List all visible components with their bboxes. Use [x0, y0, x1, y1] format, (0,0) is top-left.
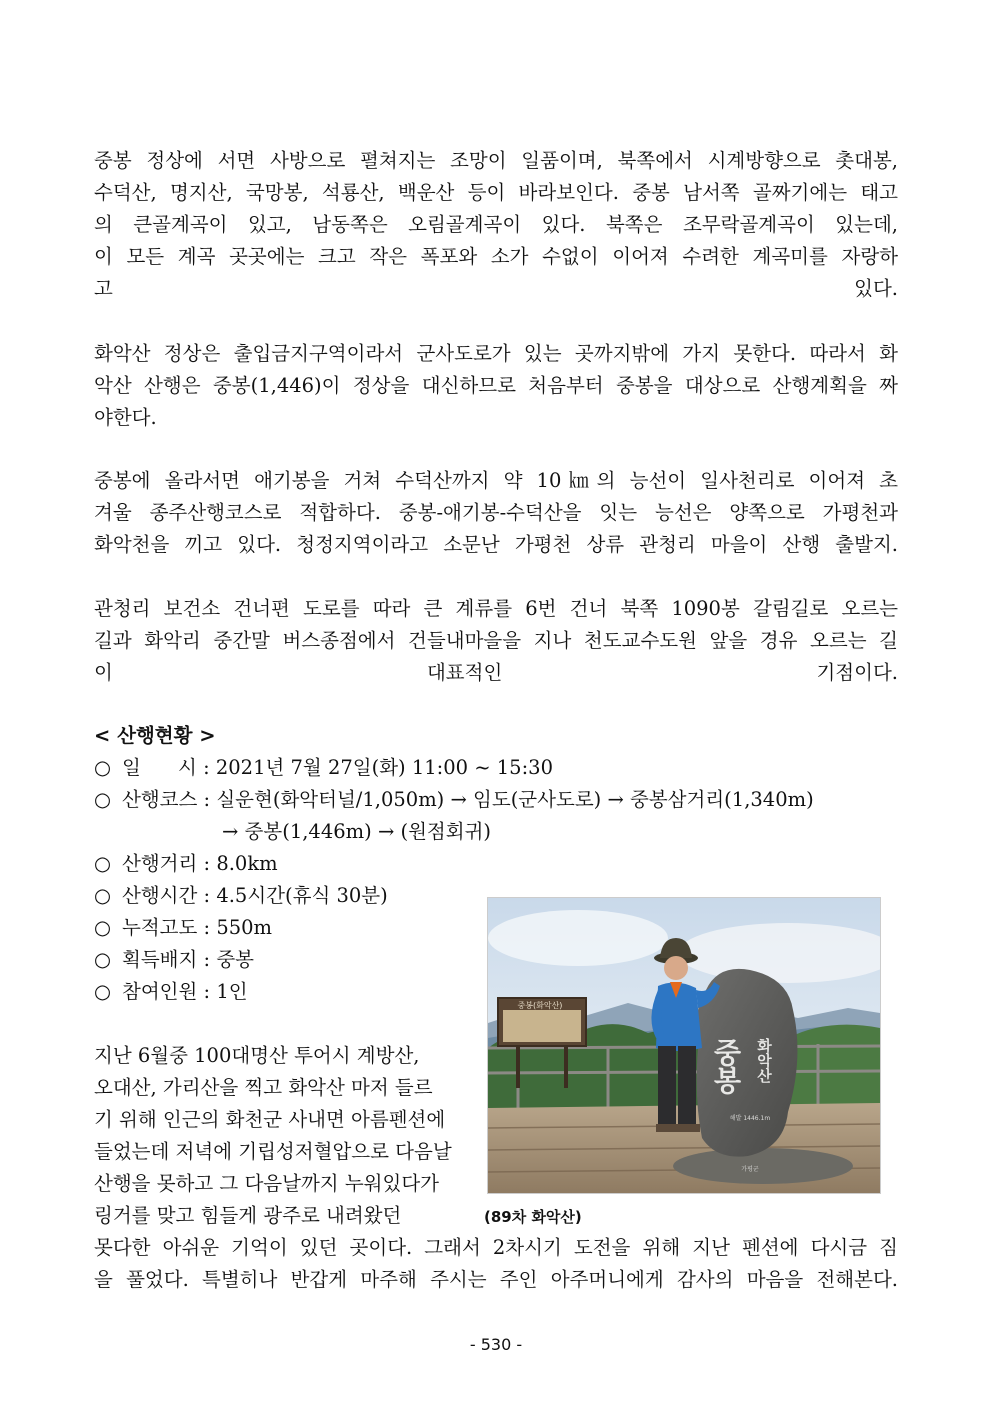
info-label: 일 시 — [122, 756, 197, 779]
info-item-elevation: ○ 누적고도 : 550m — [94, 912, 272, 944]
info-label: 획득배지 — [122, 948, 198, 971]
stone-side-text: 화악산 — [755, 1038, 773, 1083]
text-line: 악산 산행은 중봉(1,446)이 정상을 대신하므로 처음부터 중봉을 대상으로 산행계획을 짜 — [94, 374, 898, 397]
paragraph-3 — [94, 465, 898, 561]
info-value: 1인 — [216, 980, 248, 1003]
text-line: 이 대표적인 기점이다. — [94, 661, 898, 684]
text-line: 중봉 정상에 서면 사방으로 펼쳐지는 조망이 일품이며, 북쪽에서 시계방향으로 촛대봉, — [94, 149, 898, 172]
info-value: 8.0km — [216, 852, 278, 875]
text-line: 못다한 아쉬운 기억이 있던 곳이다. 그래서 2차시기 도전을 위해 지난 펜션에 다시금 짐 — [94, 1236, 898, 1259]
page-number: - 530 - — [469, 1335, 523, 1354]
text-line: 산행을 못하고 그 다음날까지 누워있다가 — [94, 1172, 440, 1195]
text-line: 링거를 맞고 힘들게 광주로 내려왔던 — [94, 1204, 402, 1227]
text-line: 화악산 정상은 출입금지구역이라서 군사도로가 있는 곳까지밖에 가지 못한다. 따라서 화 — [94, 342, 898, 365]
info-label: 산행거리 — [122, 852, 198, 875]
info-value: 550m — [216, 916, 273, 939]
text-line: 오대산, 가리산을 찍고 화악산 마저 들르 — [94, 1076, 433, 1099]
circle-bullet-icon: ○ — [94, 980, 112, 1003]
info-item-date: ○ 일 시 : 2021년 7월 27일(화) 11:00 ~ 15:30 — [94, 752, 553, 784]
info-item-time: ○ 산행시간 : 4.5시간(휴식 30분) — [94, 880, 388, 912]
info-label: 산행코스 — [122, 788, 198, 811]
text-line: 관청리 보건소 건너편 도로를 따라 큰 계류를 6번 건너 북쪽 1090봉 갈림길로 오르는 — [94, 597, 898, 620]
info-label: 누적고도 — [122, 916, 198, 939]
info-item-distance: ○ 산행거리 : 8.0km — [94, 848, 278, 880]
paragraph-2 — [94, 338, 898, 434]
photo-caption: (89차 화악산) — [484, 1208, 582, 1226]
summit-photo-illustration — [488, 898, 880, 1193]
section-heading: < 산행현황 > — [94, 724, 216, 747]
info-value: 4.5시간(휴식 30분) — [216, 884, 388, 907]
text-line: 기 위해 인근의 화천군 사내면 아름펜션에 — [94, 1108, 446, 1131]
summit-photo — [487, 897, 881, 1194]
text-line: 화악천을 끼고 있다. 청정지역이라고 소문난 가평천 상류 관청리 마을이 산행 출발지. — [94, 533, 898, 556]
text-line: 고 있다. — [94, 277, 898, 300]
info-item-badge: ○ 획득배지 : 중봉 — [94, 944, 254, 976]
info-label: 참여인원 — [122, 980, 198, 1003]
text-line: 의 큰골계곡이 있고, 남동쪽은 오림골계곡이 있다. 북쪽은 조무락골계곡이 있는데, — [94, 213, 898, 236]
info-value: 2021년 7월 27일(화) 11:00 ~ 15:30 — [215, 756, 553, 779]
info-label: 산행시간 — [122, 884, 198, 907]
info-item-participants: ○ 참여인원 : 1인 — [94, 976, 248, 1008]
info-value: 실운현(화악터널/1,050m) → 임도(군사도로) → 중봉삼거리(1,340m) — [216, 788, 814, 811]
text-line: 을 풀었다. 특별히나 반갑게 마주해 주시는 주인 아주머니에게 감사의 마음을 전해본다. — [94, 1268, 898, 1291]
circle-bullet-icon: ○ — [94, 756, 112, 779]
info-course-continuation: → 중봉(1,446m) → (원점회귀) — [222, 820, 492, 843]
text-line: 길과 화악리 중간말 버스종점에서 건들내마을을 지나 천도교수도원 앞을 경유 오르는 길 — [94, 629, 898, 652]
info-value: 중봉 — [216, 948, 255, 971]
text-line: 지난 6월중 100대명산 투어시 계방산, — [94, 1044, 420, 1067]
side-paragraph — [94, 1040, 472, 1232]
text-line: 들었는데 저녁에 기립성저혈압으로 다음날 — [94, 1140, 452, 1163]
text-line: 야한다. — [94, 406, 157, 429]
stone-bottom-text: 가평군 — [741, 1166, 759, 1173]
stone-main-text: 중봉 — [709, 1038, 743, 1094]
text-line: 이 모든 계곡 곳곳에는 크고 작은 폭포와 소가 수없이 이어져 수려한 계곡미를 자랑하 — [94, 245, 898, 268]
board-title: 중봉(화악산) — [517, 1001, 563, 1010]
paragraph-4 — [94, 593, 898, 689]
text-line: 중봉에 올라서면 애기봉을 거쳐 수덕산까지 약 10㎞의 능선이 일사천리로 이어져 초 — [94, 469, 898, 492]
closing-paragraph — [94, 1232, 898, 1296]
text-line: 수덕산, 명지산, 국망봉, 석룡산, 백운산 등이 바라보인다. 중봉 남서쪽 골짜기에는 태고 — [94, 181, 898, 204]
circle-bullet-icon: ○ — [94, 916, 112, 939]
info-item-course: ○ 산행코스 : 실운현(화악터널/1,050m) → 임도(군사도로) → 중봉삼거리(1,340m) — [94, 784, 814, 816]
paragraph-1 — [94, 145, 898, 305]
text-line: 겨울 종주산행코스로 적합하다. 중봉-애기봉-수덕산을 잇는 능선은 양쪽으로 가평천과 — [94, 501, 898, 524]
circle-bullet-icon: ○ — [94, 884, 112, 907]
circle-bullet-icon: ○ — [94, 852, 112, 875]
circle-bullet-icon: ○ — [94, 788, 112, 811]
stone-elevation-text: 해발 1446.1m — [729, 1115, 771, 1122]
circle-bullet-icon: ○ — [94, 948, 112, 971]
